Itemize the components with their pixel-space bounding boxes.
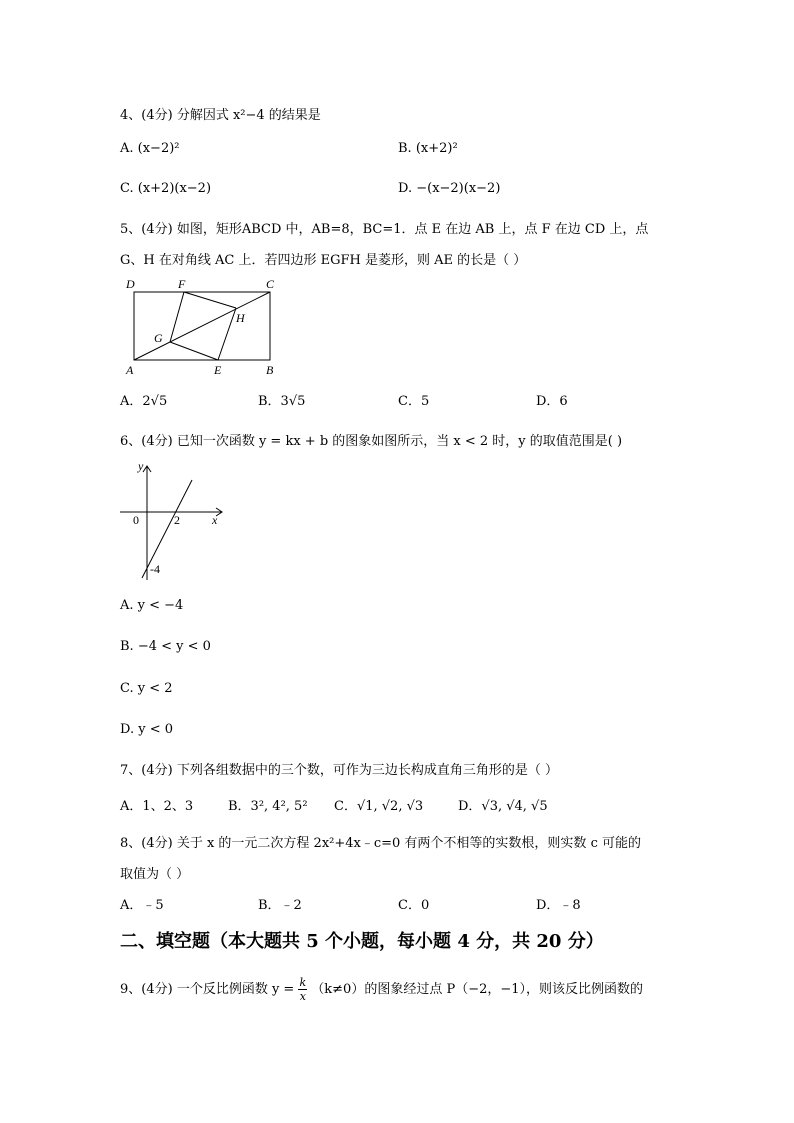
q8-option-a: A．﹣5: [120, 898, 164, 913]
q8-stem-line2: 取值为（ ）: [120, 867, 190, 882]
label-e: E: [214, 363, 222, 377]
q7-option-a: A．1、2、3: [120, 799, 194, 814]
label-d: D: [126, 277, 135, 291]
label-origin: 0: [133, 513, 139, 527]
q6-option-b: B. −4 < y < 0: [120, 639, 211, 654]
q9-fraction: [298, 976, 307, 1003]
q5-rectangle-figure: [120, 272, 290, 380]
label-a: A: [126, 363, 134, 377]
q6-linear-function-graph: [118, 458, 230, 584]
q9-prefix: 9、(4分) 一个反比例函数 y =: [120, 982, 295, 997]
q9-fraction-numerator: k: [299, 976, 307, 989]
label-b: B: [266, 363, 274, 377]
q7-option-d: D．√3, √4, √5: [458, 799, 548, 814]
label-y-axis: y: [138, 459, 144, 473]
q6-option-a: A. y < −4: [120, 598, 184, 613]
q5-option-a: A．2√5: [120, 394, 168, 409]
q4-option-a: A. (x−2)²: [120, 141, 180, 156]
q8-option-d: D．﹣8: [536, 898, 581, 913]
q8-option-c: C．0: [398, 898, 430, 913]
q4-option-b: B. (x+2)²: [398, 141, 458, 156]
label-x-axis: x: [212, 513, 218, 527]
q6-stem: 6、(4分) 已知一次函数 y = kx + b 的图象如图所示，当 x < 2 时，y 的取值范围是( ): [120, 434, 623, 449]
q5-stem-line2: G、H 在对角线 AC 上．若四边形 EGFH 是菱形，则 AE 的长是（ ）: [120, 253, 527, 268]
q9-stem: [120, 976, 643, 1003]
label-x-intercept: 2: [174, 513, 180, 527]
q9-fraction-denominator: x: [299, 990, 306, 1003]
label-y-intercept: -4: [150, 562, 160, 576]
q4-option-d: D. −(x−2)(x−2): [398, 181, 501, 196]
label-h: H: [236, 311, 245, 325]
q7-stem: 7、(4分) 下列各组数据中的三个数，可作为三边长构成直角三角形的是（ ）: [120, 763, 558, 778]
q5-option-b: B．3√5: [258, 394, 306, 409]
q5-stem-line1: 5、(4分) 如图，矩形ABCD 中，AB=8，BC=1．点 E 在边 AB 上，点 F 在边 CD 上，点: [120, 222, 649, 237]
q6-option-d: D. y < 0: [120, 722, 173, 737]
q4-stem: 4、(4分) 分解因式 x²−4 的结果是: [120, 108, 321, 123]
q7-option-c: C．√1, √2, √3: [334, 799, 424, 814]
label-f: F: [178, 277, 186, 291]
q7-option-b: B．3², 4², 5²: [228, 799, 308, 814]
q8-stem-line1: 8、(4分) 关于 x 的一元二次方程 2x²+4x﹣c=0 有两个不相等的实数根，则实数 c 可能的: [120, 836, 641, 851]
q9-suffix: （k≠0）的图象经过点 P（−2，−1），则该反比例函数的: [311, 982, 644, 997]
q6-option-c: C. y < 2: [120, 681, 173, 696]
q8-option-b: B．﹣2: [258, 898, 302, 913]
q4-option-c: C. (x+2)(x−2): [120, 181, 212, 196]
label-c: C: [266, 277, 275, 291]
section-title: 二、填空题（本大题共 5 个小题，每小题 4 分，共 20 分）: [120, 931, 604, 952]
label-g: G: [154, 331, 163, 345]
q5-option-d: D．6: [536, 394, 568, 409]
q5-option-c: C．5: [398, 394, 430, 409]
